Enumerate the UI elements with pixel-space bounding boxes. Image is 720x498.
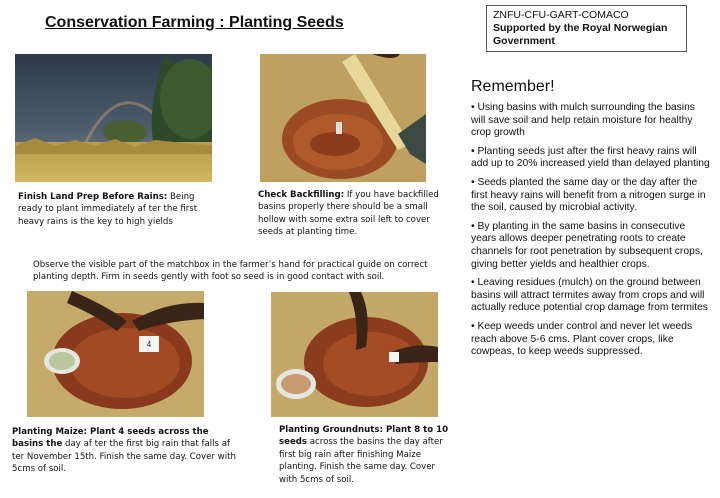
remember-list: [471, 102, 711, 359]
maize-tag-label: 4: [146, 340, 152, 349]
remember-item: • By planting in the same basins in consecutive years allows deeper penetrating roots to create channels for root penetration by subsequent crops, giving better yields and healthier crops.: [471, 220, 703, 270]
remember-item: • Using basins with mulch surrounding the basins will save soil and help retain moisture for healthy crop growth: [471, 102, 695, 139]
groundnuts-photo: [271, 292, 438, 417]
land-prep-caption: [18, 191, 218, 228]
page-title: Conservation Farming : Planting Seeds: [45, 14, 344, 31]
remember-item: • Leaving residues (mulch) on the ground between basins will attract termites away from crops and will actually reduce potential crop damage from termites: [471, 277, 708, 314]
groundnuts-caption-title: Planting Groundnuts: Plant 8 to 10 seeds: [279, 425, 449, 448]
groundnuts-caption: [279, 424, 449, 486]
land-prep-caption-title: Finish Land Prep Before Rains:: [18, 192, 168, 202]
org-name: ZNFU-CFU-GART-COMACO: [493, 9, 629, 21]
remember-item: • Keep weeds under control and never let weeds reach above 5-6 cms. Plant cover crops, like cowpeas, to keep weeds suppressed.: [471, 320, 693, 358]
maize-caption-title: Planting Maize: Plant 4 seeds across the basins the: [12, 427, 209, 450]
backfill-caption-title: Check Backfilling:: [258, 190, 345, 200]
remember-heading: Remember!: [471, 78, 555, 95]
groundnuts-caption-text: across the basins the day after first big rain after finishing Maize planting. Finish the same day. Cover with 5cms of soil.: [279, 437, 443, 485]
org-support: Supported by the Royal Norwegian Government: [493, 22, 668, 47]
maize-caption: [12, 426, 237, 476]
matchbox-caption: [33, 259, 443, 284]
backfill-caption: [258, 189, 443, 239]
matchbox-caption-text: Observe the visible part of the matchbox in the farmer’s hand for practical guide on correct planting depth. Firm in seeds gently with foot so seed is in good contact with soil.: [33, 260, 428, 283]
organization-box: [486, 5, 687, 52]
land-prep-photo: [15, 54, 212, 182]
remember-item: • Seeds planted the same day or the day after the first heavy rains will benefit from a nitrogen surge in the soil, caused by microbial activity.: [471, 176, 706, 214]
maize-photo: [27, 291, 204, 417]
backfill-caption-text: If you have backfilled basins properly there should be a small hollow with some extra soil left to cover seeds at planting time.: [258, 190, 439, 238]
backfill-photo: [260, 54, 426, 182]
remember-panel: [471, 78, 711, 365]
land-prep-caption-text: Being ready to plant immediately af ter the first heavy rains is the key to high yields: [18, 192, 198, 227]
remember-item: • Planting seeds just after the first heavy rains will add up to 20% increased yield than delayed planting: [471, 145, 710, 170]
maize-caption-text: day af ter the first big rain that falls af ter November 15th. Finish the same day. Cover with 5cms of soil.: [12, 439, 236, 475]
